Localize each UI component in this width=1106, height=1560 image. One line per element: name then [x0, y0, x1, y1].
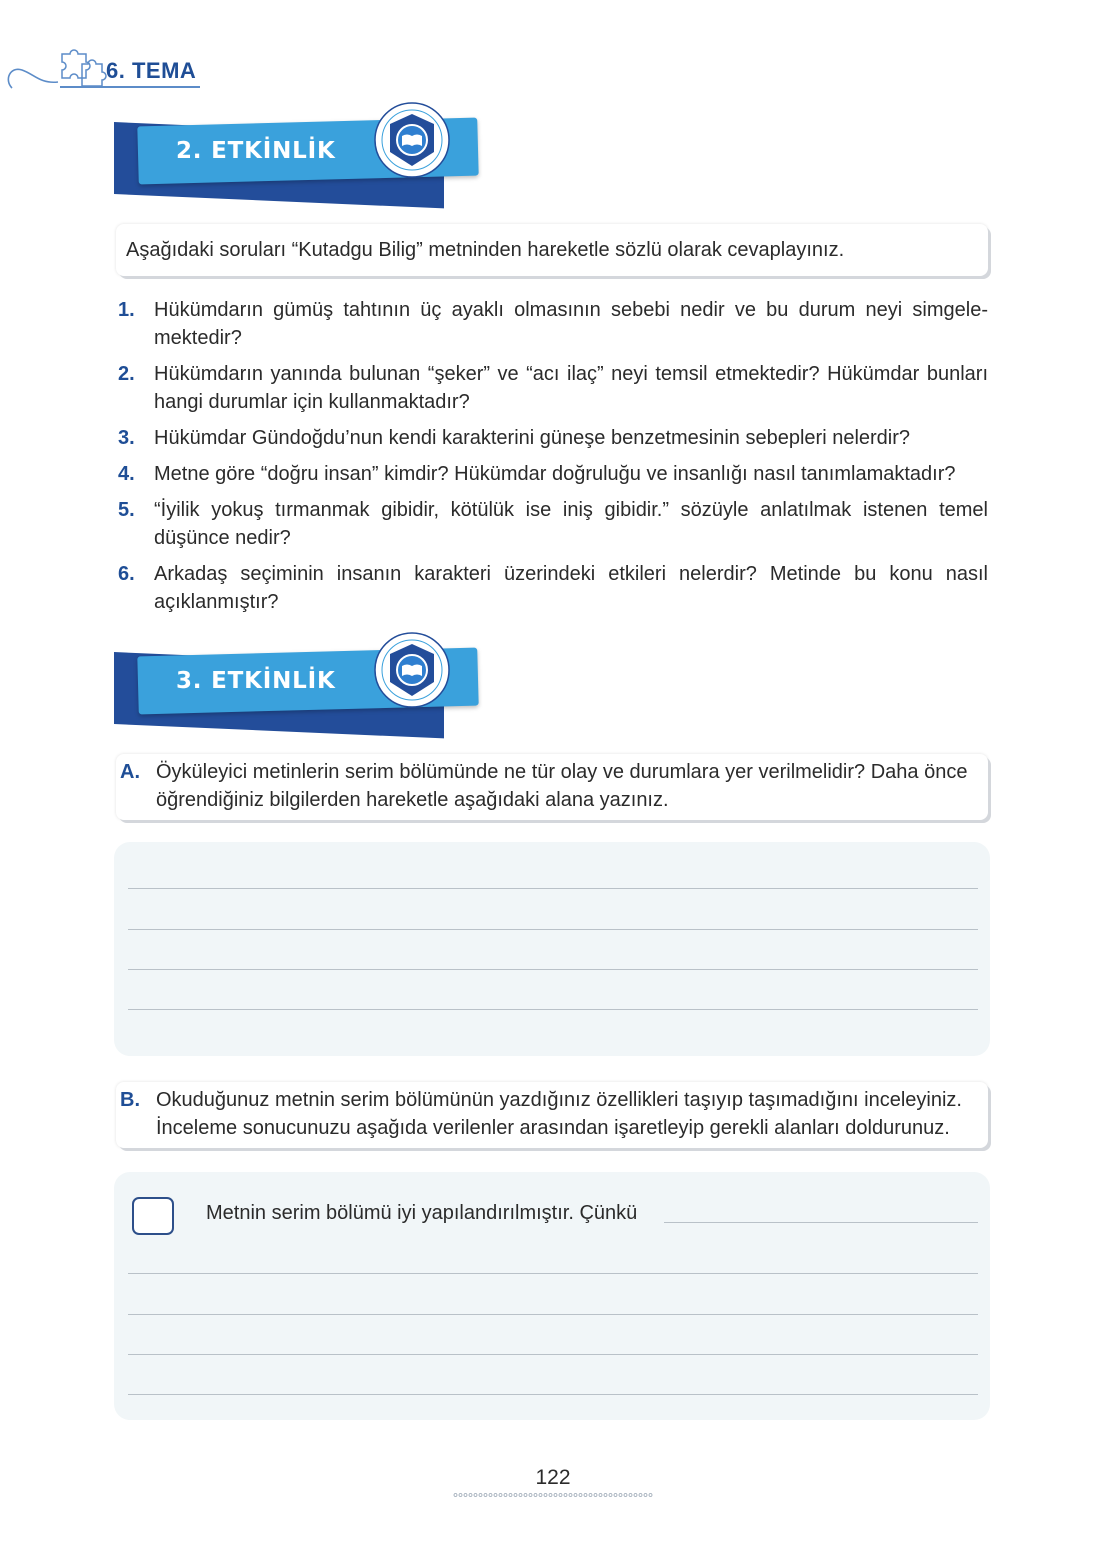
page-number: 122 [535, 1466, 571, 1489]
question-text: “İyilik yokuş tırmanmak gibidir, kötülük ise iniş gibidir.” sözüyle anlatılmak istenen temel düşünce nedir? [154, 499, 988, 549]
question-text: Hükümdarın yanında bulunan “şeker” ve “acı ilaç” neyi temsil etmektedir? Hükümdar bunları hangi durumlar için kullanmaktadır? [154, 363, 988, 413]
question-number: 3. [118, 427, 135, 449]
part-a-text: Öyküleyici metinlerin serim bölümünde ne tür olay ve durumlara yer verilmelidir? Daha önce öğrendiğiniz bilgilerden hareketle aşağıdaki alana yazınız. [156, 761, 968, 811]
part-a-instruction [116, 754, 988, 820]
activity-3-banner [114, 640, 514, 740]
question-number: 6. [118, 563, 135, 585]
activity-2-banner [114, 110, 514, 210]
question-number: 1. [118, 299, 135, 321]
book-icon [372, 100, 452, 180]
book-icon [372, 630, 452, 710]
question-number: 4. [118, 463, 135, 485]
question-list [118, 296, 988, 624]
theme-title: 6. TEMA [106, 58, 197, 83]
question-item [118, 560, 988, 616]
question-number: 2. [118, 363, 135, 385]
checkbox-label: Metnin serim bölümü iyi yapılandırılmıştır. Çünkü [206, 1202, 638, 1224]
question-item [118, 296, 988, 352]
instruction-text: Aşağıdaki soruları “Kutadgu Bilig” metninden hareketle sözlü olarak cevaplayınız. [126, 239, 845, 261]
question-item [118, 496, 988, 552]
part-b-text: Okuduğunuz metnin serim bölümünün yazdığınız özellikleri taşıyıp taşımadığını inceleyiniz. İnceleme sonucunuzu aşağıda verilenler arasından işaretleyip gerekli alanları doldurunuz. [156, 1089, 962, 1139]
part-a-writing-area[interactable] [114, 842, 990, 1056]
theme-underline [60, 86, 200, 88]
question-item [118, 460, 988, 488]
question-item [118, 360, 988, 416]
question-text: Metne göre “doğru insan” kimdir? Hükümdar doğruluğu ve insanlığı nasıl tanımlamaktadır? [154, 463, 956, 485]
page-number-decoration [453, 1492, 653, 1498]
question-text: Hükümdarın gümüş tahtının üç ayaklı olmasının sebebi nedir ve bu durum neyi simgele-mektedir? [154, 299, 988, 349]
question-number: 5. [118, 499, 135, 521]
part-a-letter: A. [120, 761, 140, 783]
activity-3-title: 3. ETKİNLİK [176, 668, 336, 694]
activity-2-title: 2. ETKİNLİK [176, 138, 336, 164]
question-item [118, 424, 988, 452]
question-text: Arkadaş seçiminin insanın karakteri üzerindeki etkileri nelerdir? Metinde bu konu nasıl açıklanmıştır? [154, 563, 988, 613]
question-text: Hükümdar Gündoğdu’nun kendi karakterini güneşe benzetmesinin sebepleri nelerdir? [154, 427, 911, 449]
serim-checkbox[interactable] [132, 1197, 174, 1235]
part-b-letter: B. [120, 1089, 140, 1111]
part-b-instruction [116, 1082, 988, 1148]
activity-2-instruction [116, 224, 988, 276]
